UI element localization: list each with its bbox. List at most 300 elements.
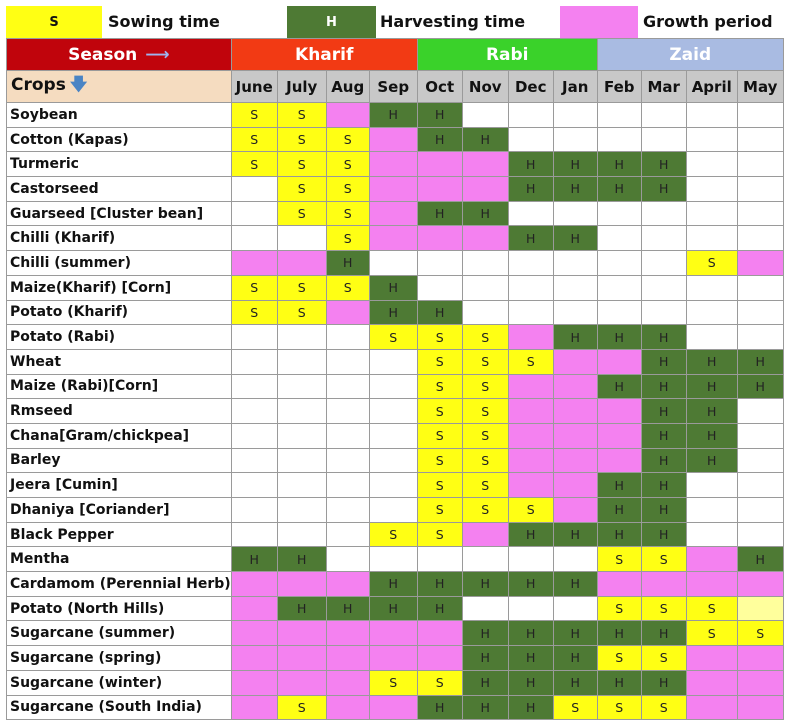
empty-cell	[277, 399, 326, 424]
harvest-cell: H	[553, 621, 597, 646]
empty-cell	[686, 127, 737, 152]
sowing-cell: S	[686, 621, 737, 646]
month-header: Aug	[326, 71, 369, 103]
sowing-cell: S	[369, 670, 417, 695]
sowing-cell: S	[737, 621, 783, 646]
harvest-cell: H	[417, 127, 462, 152]
crop-name: Chilli (summer)	[7, 251, 232, 276]
growth-cell	[231, 596, 277, 621]
empty-cell	[597, 251, 641, 276]
table-row	[7, 522, 784, 547]
sowing-cell: S	[641, 695, 686, 720]
harvest-cell: H	[553, 646, 597, 671]
sowing-cell: S	[597, 596, 641, 621]
growth-cell	[231, 670, 277, 695]
sowing-cell: S	[553, 695, 597, 720]
growth-cell	[417, 646, 462, 671]
table-row	[7, 349, 784, 374]
growth-cell	[369, 177, 417, 202]
harvest-cell: H	[462, 621, 508, 646]
season-row	[7, 39, 784, 71]
legend-sowing-label: Sowing time	[108, 12, 220, 31]
growth-cell	[553, 374, 597, 399]
harvest-cell: H	[277, 596, 326, 621]
empty-cell	[553, 596, 597, 621]
sowing-cell: S	[597, 646, 641, 671]
empty-cell	[597, 226, 641, 251]
harvest-cell: H	[553, 670, 597, 695]
growth-cell	[277, 670, 326, 695]
harvest-cell: H	[508, 152, 553, 177]
sowing-cell: S	[277, 275, 326, 300]
harvest-cell: H	[277, 547, 326, 572]
sowing-cell: S	[417, 473, 462, 498]
growth-cell	[369, 127, 417, 152]
month-header: June	[231, 71, 277, 103]
month-header: July	[277, 71, 326, 103]
empty-cell	[597, 103, 641, 128]
growth-cell	[231, 646, 277, 671]
growth-cell	[326, 695, 369, 720]
table-row	[7, 127, 784, 152]
empty-cell	[737, 325, 783, 350]
month-header: May	[737, 71, 783, 103]
sowing-cell: S	[231, 152, 277, 177]
crop-name: Maize (Rabi)[Corn]	[7, 374, 232, 399]
sowing-cell: S	[277, 695, 326, 720]
sowing-cell: S	[231, 300, 277, 325]
growth-cell	[737, 670, 783, 695]
empty-cell	[277, 448, 326, 473]
sowing-cell: S	[277, 127, 326, 152]
crop-name: Sugarcane (summer)	[7, 621, 232, 646]
table-row	[7, 399, 784, 424]
empty-cell	[462, 547, 508, 572]
month-row	[7, 71, 784, 103]
empty-cell	[508, 275, 553, 300]
sowing-cell: S	[462, 374, 508, 399]
harvest-cell: H	[462, 201, 508, 226]
harvest-cell: H	[417, 596, 462, 621]
harvest-cell: H	[553, 325, 597, 350]
harvest-cell: H	[231, 547, 277, 572]
crop-name: Black Pepper	[7, 522, 232, 547]
growth-cell	[597, 399, 641, 424]
empty-cell	[597, 300, 641, 325]
empty-cell	[553, 275, 597, 300]
harvest-cell: H	[641, 349, 686, 374]
sowing-cell: S	[326, 226, 369, 251]
crop-name: Maize(Kharif) [Corn]	[7, 275, 232, 300]
empty-cell	[231, 226, 277, 251]
table-row	[7, 670, 784, 695]
harvest-cell: H	[508, 177, 553, 202]
growth-cell	[508, 423, 553, 448]
empty-cell	[326, 423, 369, 448]
harvest-cell: H	[508, 621, 553, 646]
harvest-cell: H	[462, 572, 508, 597]
empty-cell	[462, 275, 508, 300]
empty-cell	[369, 374, 417, 399]
sowing-cell: S	[277, 300, 326, 325]
sowing-cell: S	[231, 275, 277, 300]
empty-cell	[508, 103, 553, 128]
sowing-cell: S	[417, 522, 462, 547]
empty-cell	[326, 325, 369, 350]
table-row	[7, 177, 784, 202]
harvest-cell: H	[686, 448, 737, 473]
harvest-cell: H	[369, 596, 417, 621]
empty-cell	[686, 522, 737, 547]
sowing-cell: S	[462, 423, 508, 448]
empty-cell	[326, 374, 369, 399]
table-row	[7, 498, 784, 523]
harvest-cell: H	[686, 399, 737, 424]
growth-cell	[369, 646, 417, 671]
empty-cell	[641, 103, 686, 128]
harvest-cell: H	[686, 349, 737, 374]
harvest-cell: H	[597, 473, 641, 498]
harvest-cell: H	[597, 374, 641, 399]
growth-cell	[369, 621, 417, 646]
empty-cell	[326, 522, 369, 547]
empty-cell	[686, 103, 737, 128]
crop-name: Guarseed [Cluster bean]	[7, 201, 232, 226]
sowing-cell: S	[231, 127, 277, 152]
table-row	[7, 152, 784, 177]
harvest-cell: H	[737, 349, 783, 374]
empty-cell	[737, 498, 783, 523]
empty-cell	[326, 448, 369, 473]
empty-cell	[737, 300, 783, 325]
growth-cell	[326, 300, 369, 325]
empty-cell	[231, 423, 277, 448]
month-header: Mar	[641, 71, 686, 103]
sowing-cell: S	[417, 349, 462, 374]
growth-cell	[369, 201, 417, 226]
crop-body	[7, 103, 784, 720]
empty-cell	[737, 473, 783, 498]
growth-cell	[508, 325, 553, 350]
empty-cell	[553, 251, 597, 276]
sowing-cell: S	[462, 349, 508, 374]
sowing-cell: S	[686, 251, 737, 276]
growth-cell	[553, 448, 597, 473]
empty-cell	[737, 226, 783, 251]
harvest-cell: H	[417, 572, 462, 597]
empty-cell	[277, 374, 326, 399]
empty-cell	[686, 152, 737, 177]
sowing-cell: S	[641, 596, 686, 621]
sowing-cell: S	[369, 522, 417, 547]
table-row	[7, 300, 784, 325]
sowing-cell: S	[462, 448, 508, 473]
growth-cell	[417, 152, 462, 177]
table-row	[7, 596, 784, 621]
sowing-cell: S	[417, 399, 462, 424]
month-header: Nov	[462, 71, 508, 103]
harvest-cell: H	[553, 572, 597, 597]
legend-harvest-symbol: H	[326, 14, 337, 30]
harvest-cell: H	[462, 646, 508, 671]
crop-name: Sugarcane (South India)	[7, 695, 232, 720]
empty-cell	[231, 349, 277, 374]
empty-cell	[686, 325, 737, 350]
empty-cell	[369, 251, 417, 276]
harvest-cell: H	[641, 177, 686, 202]
empty-cell	[369, 349, 417, 374]
table-row	[7, 325, 784, 350]
sowing-cell: S	[326, 201, 369, 226]
growth-cell	[641, 572, 686, 597]
harvest-cell: H	[597, 621, 641, 646]
sowing-cell: S	[417, 423, 462, 448]
sowing-cell: S	[417, 448, 462, 473]
growth-cell	[417, 226, 462, 251]
harvest-cell: H	[737, 547, 783, 572]
sowing-cell: S	[641, 547, 686, 572]
sowing-cell: S	[597, 547, 641, 572]
growth-cell	[277, 251, 326, 276]
harvest-cell: H	[553, 226, 597, 251]
growth-cell	[231, 695, 277, 720]
empty-cell	[737, 103, 783, 128]
sowing-cell: S	[231, 103, 277, 128]
empty-cell	[553, 103, 597, 128]
empty-cell	[231, 177, 277, 202]
harvest-cell: H	[553, 177, 597, 202]
empty-cell	[231, 522, 277, 547]
empty-cell	[641, 300, 686, 325]
harvest-cell: H	[508, 670, 553, 695]
harvest-cell: H	[369, 275, 417, 300]
crop-name: Turmeric	[7, 152, 232, 177]
empty-cell	[553, 127, 597, 152]
crop-name: Dhaniya [Coriander]	[7, 498, 232, 523]
empty-cell	[326, 547, 369, 572]
sowing-cell: S	[462, 473, 508, 498]
growth-cell	[553, 349, 597, 374]
harvest-cell: H	[597, 522, 641, 547]
empty-cell	[737, 448, 783, 473]
harvest-cell: H	[553, 522, 597, 547]
legend-harvest-label: Harvesting time	[380, 12, 526, 31]
growth-cell	[508, 448, 553, 473]
table-row	[7, 275, 784, 300]
crop-name: Jeera [Cumin]	[7, 473, 232, 498]
harvest-cell: H	[417, 300, 462, 325]
growth-cell	[369, 226, 417, 251]
growth-cell	[686, 646, 737, 671]
crop-name: Chilli (Kharif)	[7, 226, 232, 251]
growth-cell	[417, 177, 462, 202]
empty-cell	[277, 498, 326, 523]
crop-name: Sugarcane (spring)	[7, 646, 232, 671]
sowing-cell: S	[277, 103, 326, 128]
harvest-cell: H	[508, 226, 553, 251]
growth-cell	[737, 572, 783, 597]
growth-cell	[597, 349, 641, 374]
crop-name: Mentha	[7, 547, 232, 572]
season-zaid: Zaid	[597, 39, 783, 71]
growth-cell	[553, 473, 597, 498]
empty-cell	[417, 547, 462, 572]
empty-cell	[737, 177, 783, 202]
growth-cell	[553, 399, 597, 424]
empty-cell	[231, 399, 277, 424]
harvest-cell: H	[369, 103, 417, 128]
empty-cell	[326, 399, 369, 424]
crop-name: Rmseed	[7, 399, 232, 424]
month-header: April	[686, 71, 737, 103]
growth-cell	[462, 226, 508, 251]
season-rabi: Rabi	[417, 39, 597, 71]
harvest-cell: H	[462, 127, 508, 152]
harvest-cell: H	[417, 201, 462, 226]
growth-cell	[508, 399, 553, 424]
harvest-cell: H	[641, 399, 686, 424]
growth-cell	[462, 152, 508, 177]
empty-cell	[737, 596, 783, 621]
growth-cell	[737, 646, 783, 671]
empty-cell	[508, 251, 553, 276]
month-header: Dec	[508, 71, 553, 103]
empty-cell	[737, 201, 783, 226]
table-row	[7, 226, 784, 251]
harvest-cell: H	[597, 177, 641, 202]
harvest-cell: H	[369, 300, 417, 325]
legend-growth-swatch	[560, 6, 638, 38]
season-label: Season	[68, 44, 138, 65]
sowing-cell: S	[597, 695, 641, 720]
growth-cell	[277, 621, 326, 646]
sowing-cell: S	[462, 399, 508, 424]
legend-growth-label: Growth period	[643, 12, 773, 31]
empty-cell	[597, 127, 641, 152]
crop-name: Barley	[7, 448, 232, 473]
empty-cell	[231, 498, 277, 523]
empty-cell	[641, 226, 686, 251]
empty-cell	[737, 522, 783, 547]
table-row	[7, 621, 784, 646]
season-kharif: Kharif	[231, 39, 417, 71]
table-row	[7, 423, 784, 448]
month-header: Sep	[369, 71, 417, 103]
empty-cell	[737, 275, 783, 300]
harvest-cell: H	[597, 152, 641, 177]
empty-cell	[597, 275, 641, 300]
table-row	[7, 695, 784, 720]
legend	[0, 0, 787, 38]
empty-cell	[326, 349, 369, 374]
crop-name: Cotton (Kapas)	[7, 127, 232, 152]
growth-cell	[737, 251, 783, 276]
harvest-cell: H	[417, 695, 462, 720]
empty-cell	[277, 226, 326, 251]
harvest-cell: H	[641, 152, 686, 177]
harvest-cell: H	[597, 498, 641, 523]
empty-cell	[686, 300, 737, 325]
harvest-cell: H	[508, 572, 553, 597]
table-row	[7, 547, 784, 572]
harvest-cell: H	[686, 423, 737, 448]
sowing-cell: S	[508, 498, 553, 523]
harvest-cell: H	[553, 152, 597, 177]
empty-cell	[277, 325, 326, 350]
growth-cell	[508, 473, 553, 498]
empty-cell	[508, 127, 553, 152]
empty-cell	[553, 547, 597, 572]
empty-cell	[508, 300, 553, 325]
sowing-cell: S	[326, 152, 369, 177]
empty-cell	[508, 201, 553, 226]
growth-cell	[326, 621, 369, 646]
growth-cell	[686, 547, 737, 572]
growth-cell	[326, 646, 369, 671]
season-header	[7, 39, 232, 71]
empty-cell	[641, 251, 686, 276]
harvest-cell: H	[641, 621, 686, 646]
arrow-right-icon: ⟶	[145, 44, 170, 65]
empty-cell	[231, 325, 277, 350]
empty-cell	[462, 300, 508, 325]
empty-cell	[462, 103, 508, 128]
sowing-cell: S	[417, 498, 462, 523]
empty-cell	[641, 127, 686, 152]
harvest-cell: H	[326, 596, 369, 621]
sowing-cell: S	[277, 177, 326, 202]
harvest-cell: H	[326, 251, 369, 276]
legend-sowing-symbol: S	[49, 14, 59, 30]
harvest-cell: H	[641, 374, 686, 399]
crop-name: Sugarcane (winter)	[7, 670, 232, 695]
legend-harvest-swatch	[287, 6, 376, 38]
empty-cell	[553, 201, 597, 226]
empty-cell	[369, 423, 417, 448]
growth-cell	[686, 670, 737, 695]
empty-cell	[277, 473, 326, 498]
sowing-cell: S	[277, 152, 326, 177]
empty-cell	[737, 399, 783, 424]
harvest-cell: H	[508, 646, 553, 671]
sowing-cell: S	[508, 349, 553, 374]
sowing-cell: S	[369, 325, 417, 350]
empty-cell	[231, 374, 277, 399]
sowing-cell: S	[417, 325, 462, 350]
month-header: Oct	[417, 71, 462, 103]
crop-name: Soybean	[7, 103, 232, 128]
empty-cell	[641, 201, 686, 226]
growth-cell	[686, 572, 737, 597]
empty-cell	[326, 473, 369, 498]
sowing-cell: S	[641, 646, 686, 671]
empty-cell	[737, 152, 783, 177]
sowing-cell: S	[462, 325, 508, 350]
growth-cell	[326, 572, 369, 597]
harvest-cell: H	[641, 473, 686, 498]
empty-cell	[597, 201, 641, 226]
harvest-cell: H	[641, 423, 686, 448]
empty-cell	[686, 177, 737, 202]
empty-cell	[686, 473, 737, 498]
crop-calendar-table	[6, 38, 784, 720]
harvest-cell: H	[641, 448, 686, 473]
empty-cell	[417, 251, 462, 276]
empty-cell	[369, 399, 417, 424]
empty-cell	[462, 251, 508, 276]
empty-cell	[737, 423, 783, 448]
growth-cell	[231, 621, 277, 646]
